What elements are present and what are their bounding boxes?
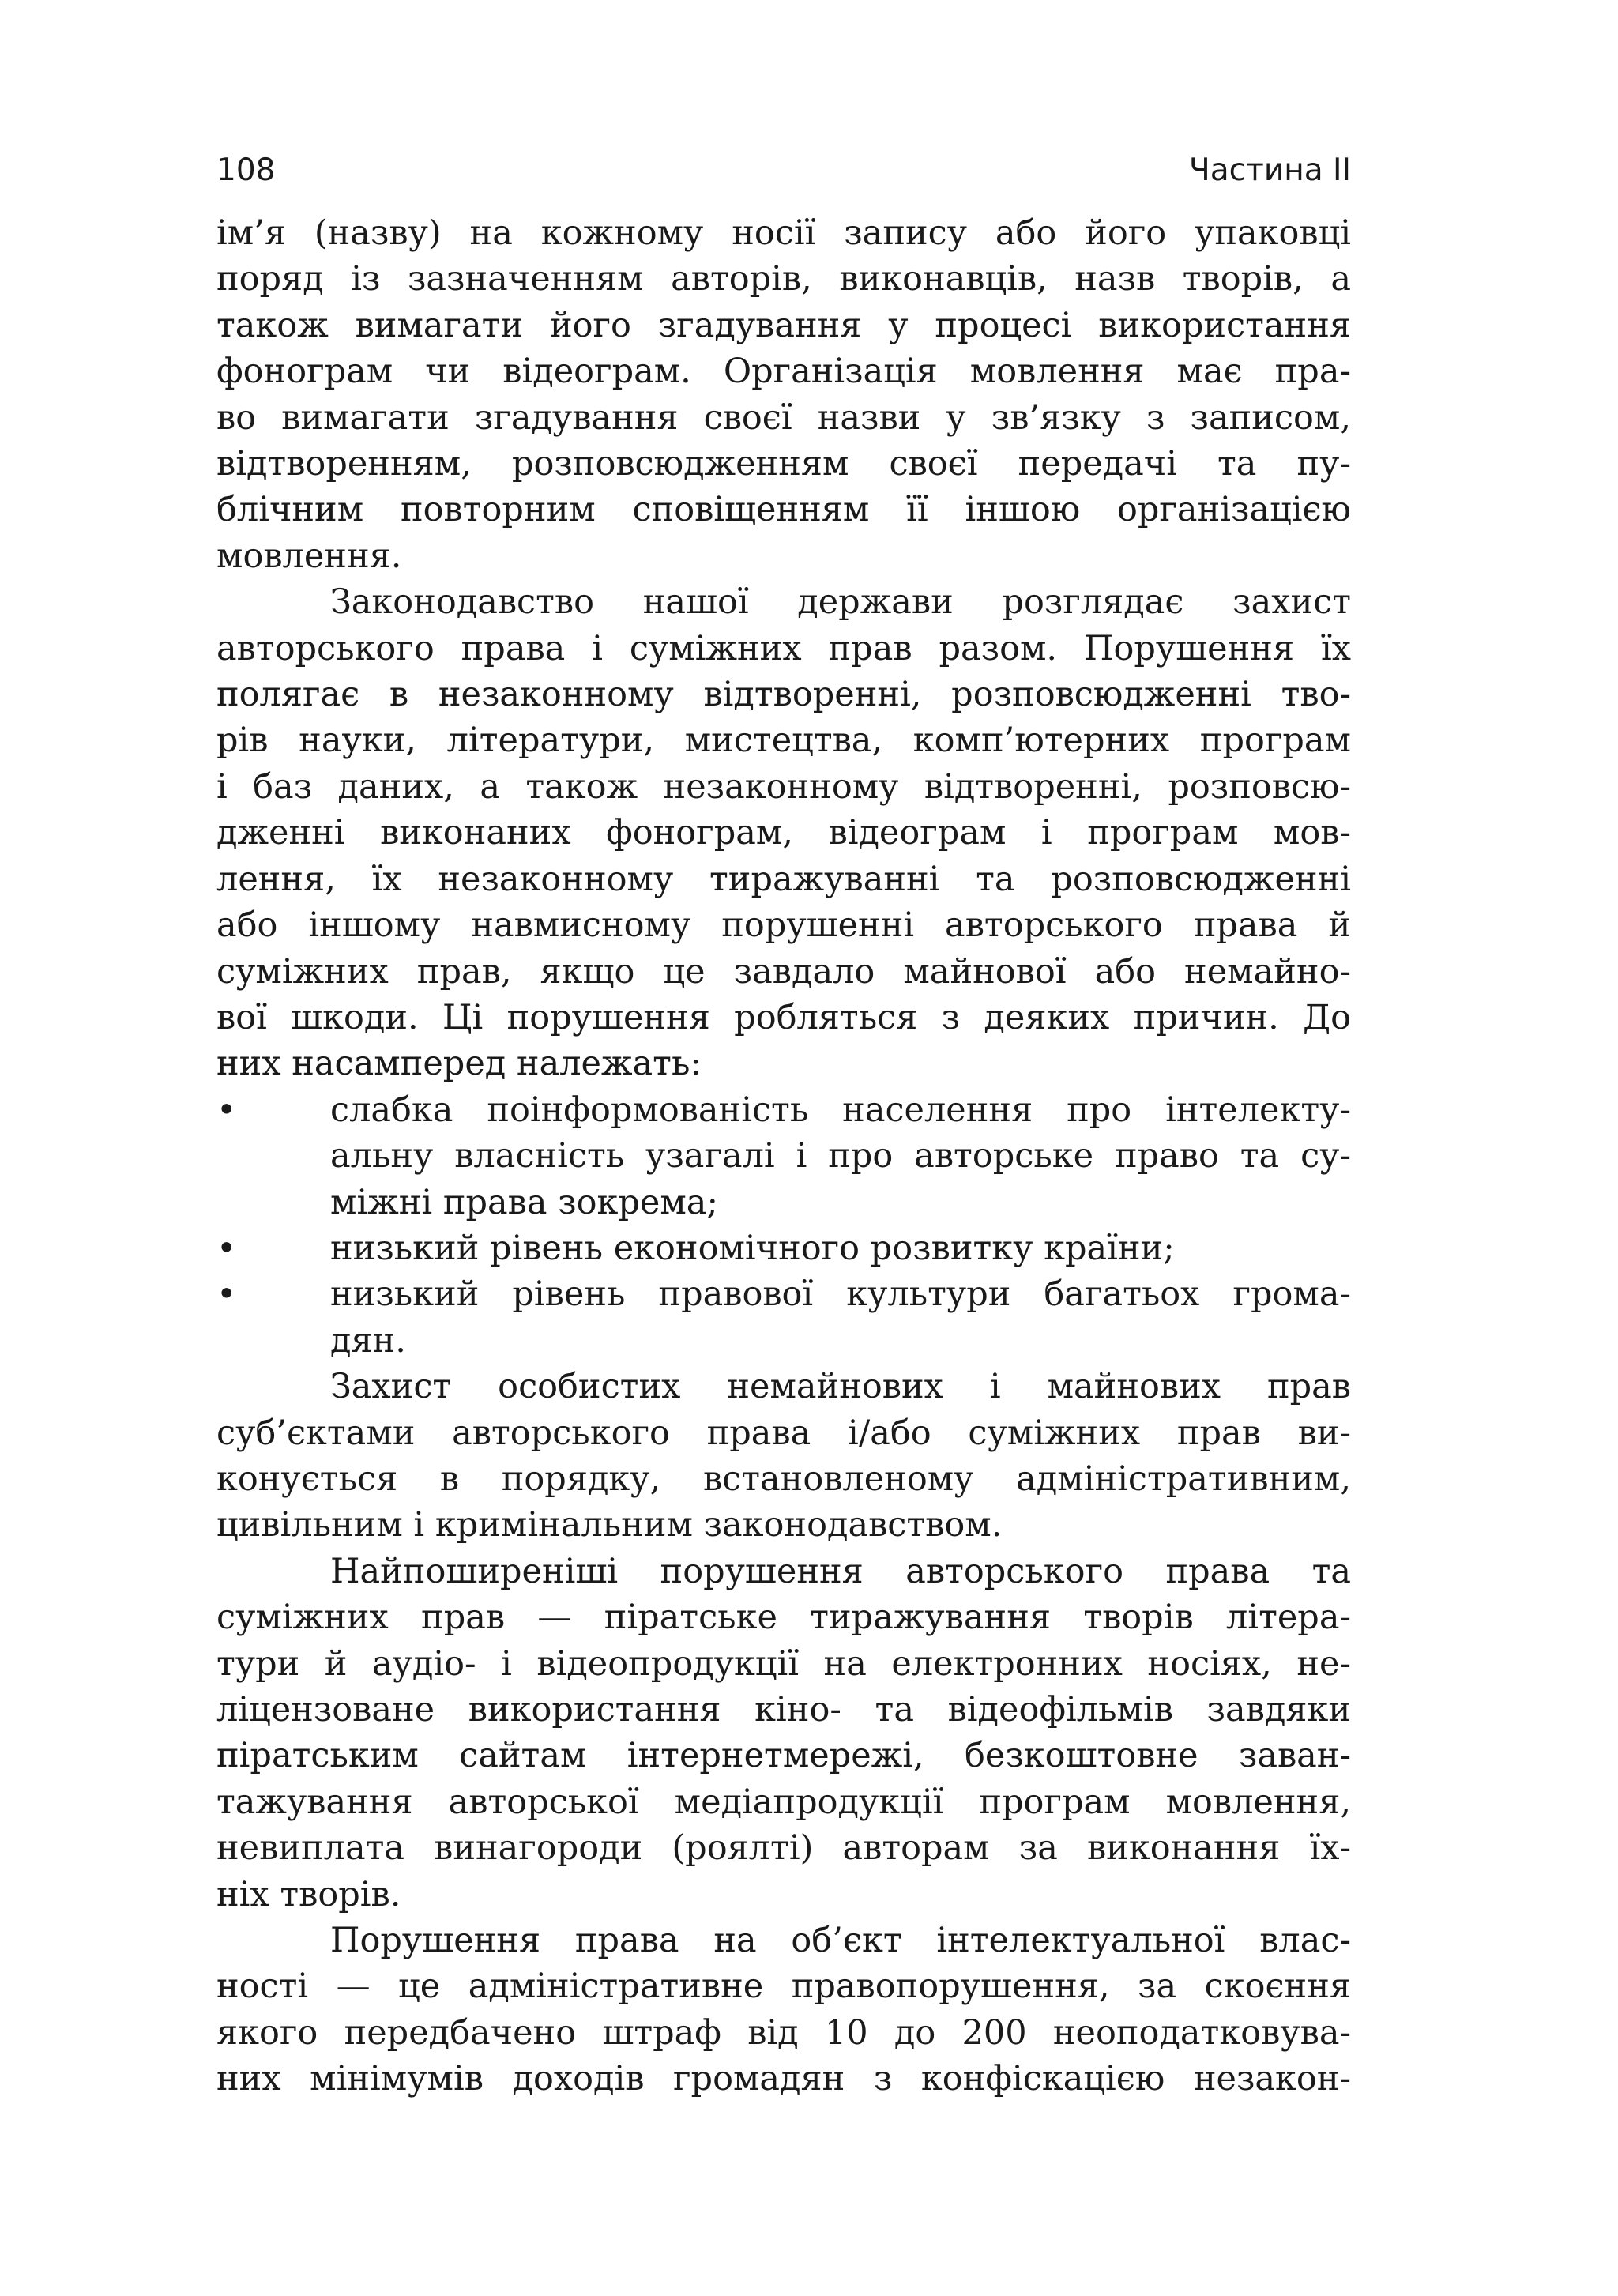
paragraphs-after-list [216,1364,1351,2102]
list-item [216,1271,1351,1364]
list-item [216,1087,1351,1225]
paragraph [216,1364,1351,1549]
text-line: суміжних прав, якщо це завдало майнової або немайно- [216,951,1351,992]
text-line: ності — це адміністративне правопорушення, за скоєння [216,1967,1351,2007]
text-line: вої шкоди. Ці порушення робляться з деяких причин. До [216,997,1351,1037]
text-line: фонограм чи відеограм. Організація мовлення має пра- [216,352,1351,392]
text-line: тажування авторської медіапродукції програм мовлення, [216,1782,1351,1822]
paragraphs-before-list [216,210,1351,1087]
text-line: невиплата винагороди (роялті) авторам за виконання їх- [216,1828,1351,1869]
text-line: і баз даних, а також незаконному відтворенні, розповсю- [216,766,1351,807]
text-line: полягає в незаконному відтворенні, розповсюдженні тво- [216,675,1351,715]
text-line: слабка поінформованість населення про інтелекту- [330,1090,1351,1130]
text-line: піратським сайтам інтернетмережі, безкоштовне заван- [216,1736,1351,1776]
body-text [216,210,1351,2102]
text-line: цивільним і кримінальним законодавством. [216,1505,1003,1545]
text-line: або іншому навмисному порушенні авторського права й [216,905,1351,946]
text-line: відтворенням, розповсюдженням своєї передачі та пу- [216,444,1351,484]
text-line: ліцензоване використання кіно- та відеофільмів завдяки [216,1690,1351,1730]
text-line: поряд із зазначенням авторів, виконавців, назв творів, а [216,259,1351,299]
text-line: Законодавство нашої держави розглядає захист [330,582,1351,623]
bullet-list [216,1087,1351,1364]
bullet-icon: • [216,1090,237,1130]
text-line: Захист особистих немайнових і майнових прав [330,1367,1351,1407]
text-line: також вимагати його згадування у процесі використання [216,305,1351,345]
page-number: 108 [216,152,276,188]
list-item-text [330,1271,1351,1364]
text-line: ніх творів. [216,1874,401,1914]
text-line: рів науки, літератури, мистецтва, комп’ютерних програм [216,721,1351,761]
text-line: дян. [330,1320,406,1361]
running-head [216,147,1351,194]
text-line: тури й аудіо- і відеопродукції на електронних носіях, не- [216,1643,1351,1684]
text-line: суб’єктами авторського права і/або суміжних прав ви- [216,1413,1351,1453]
text-line: низький рівень економічного розвитку країни; [330,1228,1175,1268]
list-item-text [330,1087,1351,1225]
paragraph [216,210,1351,579]
paragraph [216,1918,1351,2102]
bullet-icon: • [216,1274,237,1315]
text-line: авторського права і суміжних прав разом. Порушення їх [216,628,1351,668]
text-line: ім’я (назву) на кожному носії запису або його упаковці [216,213,1351,253]
text-line: якого передбачено штраф від 10 до 200 неоподатковува- [216,2012,1351,2053]
paragraph [216,579,1351,1086]
text-line: лення, їх незаконному тиражуванні та розповсюдженні [216,859,1351,899]
text-line: низький рівень правової культури багатьох грома- [330,1274,1351,1315]
text-line: конується в порядку, встановленому адміністративним, [216,1459,1351,1499]
text-line: мовлення. [216,536,402,576]
text-line: суміжних прав — піратське тиражування творів літера- [216,1598,1351,1638]
paragraph [216,1549,1351,1918]
text-line: альну власність узагалі і про авторське право та су- [330,1136,1351,1176]
text-line: міжні права зокрема; [330,1182,718,1222]
list-item [216,1225,1351,1271]
text-line: Порушення права на об’єкт інтелектуальної влас- [330,1921,1351,1961]
list-item-text [330,1225,1351,1271]
section-title: Частина ІІ [1189,152,1351,188]
text-line: Найпоширеніші порушення авторського права та [330,1551,1351,1591]
text-line: дженні виконаних фонограм, відеограм і програм мов- [216,813,1351,853]
text-line: во вимагати згадування своєї назви у зв’язку з записом, [216,397,1351,438]
text-line: них насамперед належать: [216,1044,702,1084]
text-line: блічним повторним сповіщенням її іншою організацією [216,490,1351,530]
bullet-icon: • [216,1228,237,1268]
text-line: них мінімумів доходів громадян з конфіскацією незакон- [216,2059,1351,2099]
